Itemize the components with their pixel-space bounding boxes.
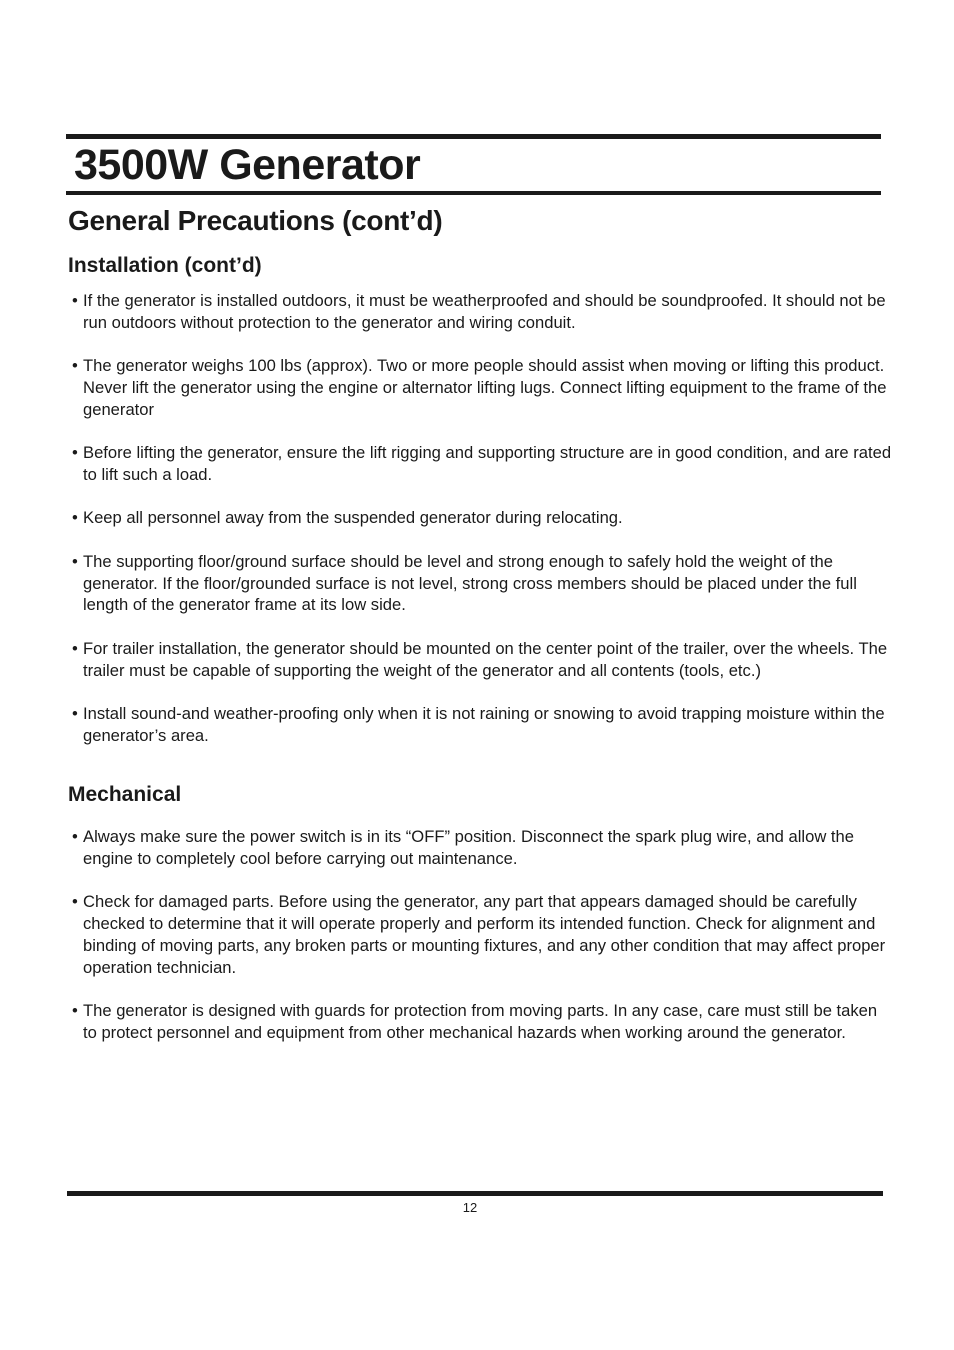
list-item: • Before lifting the generator, ensure the lift rigging and supporting structure are in good condition, and are rated to lift such a load. [72,442,894,486]
mechanical-list [72,826,894,1065]
list-item: • Always make sure the power switch is in its “OFF” position. Disconnect the spark plug wire, and allow the engine to completely cool before carrying out maintenance. [72,826,894,870]
list-item: • The generator weighs 100 lbs (approx). Two or more people should assist when moving or lifting this product. Never lift the generator using the engine or alternator lifting lugs. Connect lifting equipment to the frame of the generator [72,355,894,420]
title-bottom-rule [66,191,881,195]
list-item: • For trailer installation, the generator should be mounted on the center point of the trailer, over the wheels. The trailer must be capable of supporting the weight of the generator and all contents (tools, etc.) [72,638,894,682]
document-title: 3500W Generator [74,141,421,189]
list-item: • Keep all personnel away from the suspended generator during relocating. [72,507,894,529]
page-number: 12 [462,1200,478,1215]
installation-heading: Installation (cont’d) [68,254,262,277]
list-item: • Check for damaged parts. Before using the generator, any part that appears damaged should be carefully checked to determine that it will operate properly and perform its intended function. Check for alignment and binding of moving parts, any broken parts or mounting fixtures, and any other condition that may affect proper operation technician. [72,891,894,978]
list-item: • Install sound-and weather-proofing only when it is not raining or snowing to avoid trapping moisture within the generator’s area. [72,703,894,747]
installation-list [72,290,894,768]
footer-rule [67,1191,883,1196]
section-heading: General Precautions (cont’d) [68,205,443,236]
list-item: • The generator is designed with guards for protection from moving parts. In any case, care must still be taken to protect personnel and equipment from other mechanical hazards when working around the generator. [72,1000,894,1044]
list-item: • The supporting floor/ground surface should be level and strong enough to safely hold the weight of the generator. If the floor/grounded surface is not level, strong cross members should be placed under the full length of the generator frame at its low side. [72,551,894,616]
list-item: • If the generator is installed outdoors, it must be weatherproofed and should be soundproofed. It should not be run outdoors without protection to the generator and wiring conduit. [72,290,894,334]
mechanical-heading: Mechanical [68,783,182,806]
